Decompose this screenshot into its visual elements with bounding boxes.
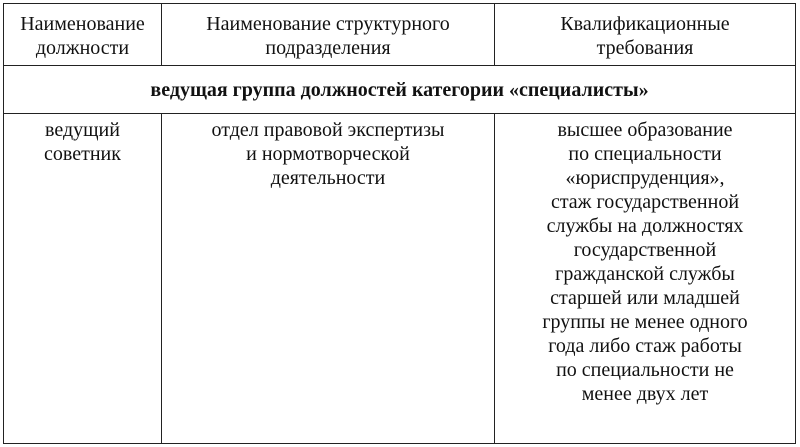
- header-requirements-line: Квалификационные: [560, 12, 730, 35]
- header-requirements: [495, 4, 796, 66]
- cell-requirements-line: высшее образование: [557, 119, 733, 141]
- header-position-line: должности: [35, 36, 130, 59]
- cell-requirements-line: стаж государственной: [550, 191, 740, 213]
- cell-requirements-line: «юриспруденция»,: [565, 167, 725, 189]
- cell-department-line: и нормотворческой: [246, 143, 410, 165]
- cell-requirements-line: гражданской службы: [555, 263, 735, 285]
- cell-requirements-line: службы на должностях: [546, 215, 744, 237]
- cell-requirements-line: группы не менее одного: [542, 311, 748, 333]
- qualification-table: [3, 3, 796, 444]
- cell-requirements: [495, 114, 796, 444]
- header-position-line: Наименование: [20, 12, 145, 35]
- cell-department-line: деятельности: [270, 167, 386, 189]
- header-requirements-line: требования: [596, 36, 694, 59]
- group-title: ведущая группа должностей категории «специалисты»: [4, 66, 796, 114]
- cell-position-line: ведущий: [45, 119, 120, 141]
- cell-requirements-line: менее двух лет: [581, 383, 709, 405]
- cell-department: [162, 114, 495, 444]
- cell-department-line: отдел правовой экспертизы: [211, 119, 445, 141]
- cell-requirements-line: по специальности: [568, 143, 722, 165]
- header-department-line: Наименование структурного: [206, 12, 450, 35]
- header-department: [162, 4, 495, 66]
- cell-requirements-line: старшей или младшей: [550, 287, 740, 309]
- table-header-row: [4, 4, 796, 66]
- cell-requirements-line: по специальности не: [556, 359, 734, 381]
- cell-position-line: советник: [44, 143, 121, 165]
- table-row: [4, 114, 796, 444]
- cell-position: [4, 114, 162, 444]
- header-position: [4, 4, 162, 66]
- cell-requirements-line: года либо стаж работы: [548, 335, 742, 357]
- group-title-row: [4, 66, 796, 114]
- cell-requirements-line: государственной: [573, 239, 717, 261]
- header-department-line: подразделения: [265, 36, 391, 59]
